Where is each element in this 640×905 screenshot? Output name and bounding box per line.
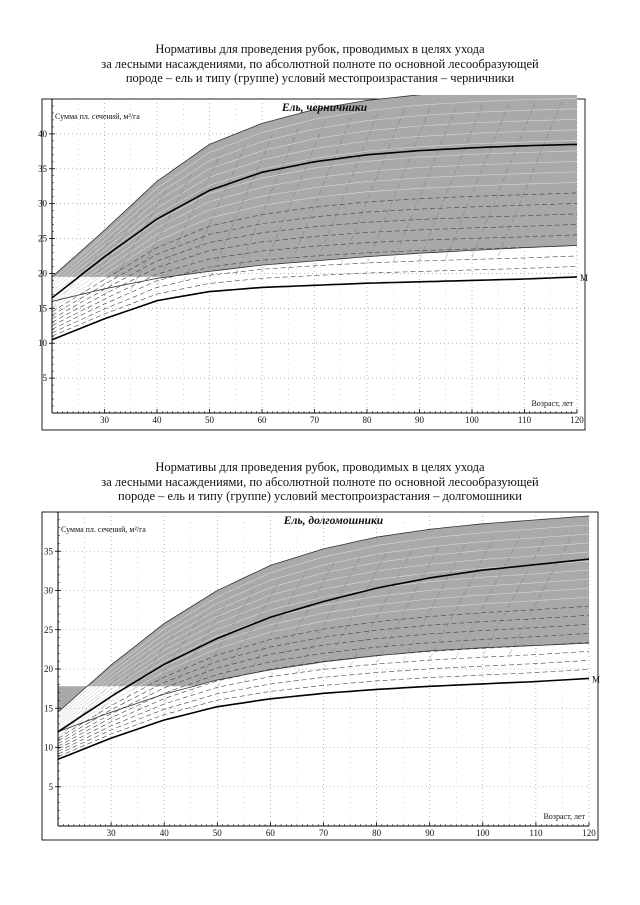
x-tick-label: 40 <box>152 415 162 425</box>
y-tick-label: 10 <box>44 742 53 753</box>
x-tick-label: 80 <box>362 415 372 425</box>
y-tick-label: 40 <box>38 128 47 139</box>
caption-line: породе – ель и типу (группе) условий местопроизрастания – долгомошники <box>118 489 522 504</box>
caption-line: породе – ель и типу (группе) условий местопроизрастания – черничники <box>125 71 515 86</box>
x-tick-label: 30 <box>100 415 109 425</box>
chart-1 <box>0 95 640 435</box>
curve-label-m: М <box>580 272 589 283</box>
y-tick-label: 35 <box>38 163 47 174</box>
y-tick-label: 5 <box>48 781 53 792</box>
y-tick-label: 30 <box>38 198 47 209</box>
x-tick-label: 50 <box>212 828 222 838</box>
x-tick-label: 60 <box>257 415 267 425</box>
caption-line: Нормативы для проведения рубок, проводимых в целях ухода <box>155 42 485 56</box>
chart-1-svg <box>0 95 640 435</box>
y-tick-label: 20 <box>38 268 47 279</box>
y-tick-label: 10 <box>38 338 47 349</box>
chart-title: Ель, черничники <box>281 102 368 114</box>
y-axis-label: Сумма пл. сечений, м²/га <box>61 525 146 534</box>
x-tick-label: 90 <box>425 828 435 838</box>
x-tick-label: 90 <box>415 415 424 425</box>
x-tick-label: 60 <box>265 828 275 838</box>
x-tick-label: 80 <box>372 828 382 838</box>
x-tick-label: 30 <box>106 828 116 838</box>
x-tick-label: 120 <box>570 415 584 425</box>
y-tick-label: 25 <box>38 233 47 244</box>
x-tick-label: 110 <box>529 828 543 838</box>
x-tick-label: 50 <box>205 415 214 425</box>
y-tick-label: 25 <box>44 624 53 635</box>
y-tick-label: 35 <box>44 546 53 557</box>
x-tick-label: 100 <box>465 415 479 425</box>
x-tick-label: 70 <box>310 415 319 425</box>
y-tick-label: 20 <box>44 664 53 674</box>
x-tick-label: 70 <box>319 828 328 838</box>
caption-line: за лесными насаждениями, по абсолютной полноте по основной лесообразующей <box>101 474 539 489</box>
caption-chart-1 <box>40 42 600 86</box>
x-axis-label: Возраст, лет <box>543 812 585 821</box>
chart-2-svg <box>0 508 640 843</box>
y-tick-label: 15 <box>44 703 53 714</box>
caption-line: Нормативы для проведения рубок, проводимых в целях ухода <box>155 460 485 474</box>
x-tick-label: 120 <box>582 828 596 838</box>
caption-chart-2 <box>40 460 600 504</box>
curve-label-m: М <box>592 674 601 685</box>
x-tick-label: 110 <box>517 415 532 425</box>
y-tick-label: 5 <box>42 373 47 384</box>
x-tick-label: 40 <box>159 828 169 838</box>
chart-2 <box>0 508 640 843</box>
caption-line: за лесными насаждениями, по абсолютной полноте по основной лесообразующей <box>101 56 539 71</box>
y-tick-label: 30 <box>44 585 53 596</box>
y-tick-label: 15 <box>38 303 47 314</box>
x-axis-label: Возраст, лет <box>531 399 573 408</box>
chart-title: Ель, долгомошники <box>283 515 384 527</box>
x-tick-label: 100 <box>476 828 490 838</box>
y-axis-label: Сумма пл. сечений, м²/га <box>55 112 140 121</box>
